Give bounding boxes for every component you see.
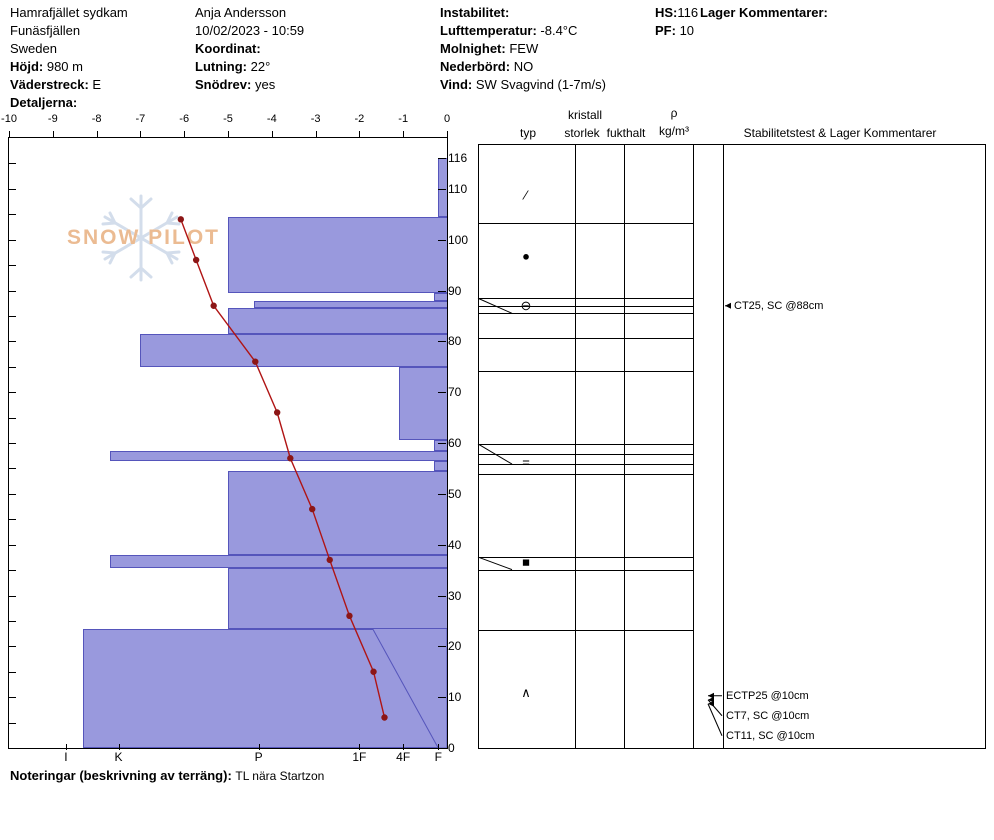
header-drifting-snow: Snödrev: yes <box>195 77 276 92</box>
temp-tick--3: -3 <box>310 113 321 125</box>
hardness-axis-bottom <box>8 750 448 770</box>
depth-label-90: 90 <box>448 283 462 298</box>
grain-symbol: ● <box>522 248 530 264</box>
header-wind: Vind: SW Svagvind (1-7m/s) <box>440 77 606 92</box>
header-column-location <box>10 4 195 112</box>
terrain-notes-value: TL nära Startzon <box>235 769 325 783</box>
depth-tick <box>438 392 446 393</box>
hardness-label-4F: 4F <box>396 750 411 764</box>
temp-tick--7: -7 <box>135 113 146 125</box>
temperature-point <box>309 506 315 512</box>
temperature-point <box>252 358 258 364</box>
header-datetime: 10/02/2023 - 10:59 <box>195 23 305 38</box>
hardness-tickmark <box>66 744 67 750</box>
depth-label-70: 70 <box>448 385 462 400</box>
stability-test-label: CT7, SC @10cm <box>726 709 810 722</box>
header-coordinates: Koordinat: <box>195 41 261 56</box>
hardness-tickmark <box>119 744 120 750</box>
header-cloud-cover: Molnighet: FEW <box>440 41 539 56</box>
stability-test-label: CT25, SC @88cm <box>734 299 824 312</box>
depth-tick <box>438 189 446 190</box>
header-column-layer-comments <box>700 4 990 22</box>
header-precipitation: Nederbörd: NO <box>440 59 534 74</box>
header-density-unit: kg/m³ <box>659 124 689 138</box>
temperature-point <box>178 216 184 222</box>
depth-label-20: 20 <box>448 639 462 654</box>
temperature-point <box>346 613 352 619</box>
temp-tick--6: -6 <box>179 113 190 125</box>
hardness-tickmark <box>359 744 360 750</box>
temperature-point <box>274 409 280 415</box>
temp-tick--2: -2 <box>354 113 365 125</box>
header-column-observer <box>195 4 435 94</box>
depth-label-30: 30 <box>448 588 462 603</box>
header-aspect: Väderstreck: E <box>10 77 102 92</box>
layer-connector <box>478 557 512 570</box>
header-column-weather <box>440 4 655 94</box>
stability-arrow-line <box>708 704 722 736</box>
layer-data-grid <box>478 144 986 749</box>
header-kristall: kristall <box>567 108 602 122</box>
terrain-notes-label: Noteringar (beskrivning av terräng): <box>10 768 232 783</box>
header-elevation: Höjd: 980 m <box>10 59 83 74</box>
terrain-notes <box>10 768 980 783</box>
layer-connector <box>478 444 512 464</box>
temperature-point <box>287 455 293 461</box>
temp-tick--1: -1 <box>398 113 409 125</box>
depth-tick <box>438 697 446 698</box>
grain-symbol: ⁄ <box>524 187 528 203</box>
hardness-tickmark <box>259 744 260 750</box>
header-region: Funäsfjällen <box>10 23 81 38</box>
header-column-snowdepth <box>655 4 700 40</box>
temperature-point <box>370 669 376 675</box>
header-typ: typ <box>519 126 536 140</box>
temp-tick--4: -4 <box>266 113 277 125</box>
hardness-label-P: P <box>254 750 263 764</box>
temperature-point <box>210 303 216 309</box>
hardness-tickmark <box>438 744 439 750</box>
temp-tick-0: 0 <box>443 113 451 125</box>
depth-label-110: 110 <box>448 181 468 196</box>
hardness-tickmark <box>403 744 404 750</box>
depth-label-116: 116 <box>448 151 468 166</box>
hardness-label-F: F <box>434 750 442 764</box>
header-density-symbol: ρ <box>670 106 678 120</box>
header-air-temp: Lufttemperatur: -8.4°C <box>440 23 578 38</box>
snow-profile-plot <box>8 137 448 749</box>
depth-label-100: 100 <box>448 232 469 247</box>
depth-tick <box>438 443 446 444</box>
temperature-profile-line <box>9 138 448 749</box>
depth-tick <box>438 240 446 241</box>
temperature-axis-top <box>1 113 451 137</box>
left-tick <box>9 748 16 749</box>
header-hs: HS:116 <box>655 5 699 20</box>
layer-connector <box>478 298 512 313</box>
header-layer-comments-title: Lager Kommentarer: <box>700 5 828 20</box>
header-slope-angle: Lutning: 22° <box>195 59 271 74</box>
depth-tick <box>438 341 446 342</box>
header-observer: Anja Andersson <box>195 5 287 20</box>
header-stability-tests: Stabilitetstest & Lager Kommentarer <box>743 126 937 140</box>
profile-header <box>0 0 994 110</box>
depth-tick <box>438 596 446 597</box>
temperature-polyline <box>181 219 385 717</box>
depth-label-60: 60 <box>448 436 462 450</box>
header-details: Detaljerna: <box>10 95 78 110</box>
hardness-label-I: I <box>64 750 68 764</box>
depth-tick <box>438 494 446 495</box>
grain-symbol: = <box>522 454 530 470</box>
grain-symbol: ■ <box>522 554 530 570</box>
temperature-point <box>327 557 333 563</box>
watermark-label: SNOW PILOT <box>67 226 220 249</box>
temp-tick--5: -5 <box>223 113 233 125</box>
stability-arrow-head <box>725 303 731 309</box>
temperature-point <box>381 714 387 720</box>
hardness-label-1F: 1F <box>352 750 367 764</box>
stability-test-label: ECTP25 @10cm <box>726 689 809 702</box>
depth-tick <box>438 158 446 159</box>
grain-symbol: ∧ <box>521 684 531 700</box>
grain-symbol: ⊖ <box>520 297 532 313</box>
header-pf: PF: 10 <box>655 23 695 38</box>
depth-label-40: 40 <box>448 537 462 552</box>
depth-label-50: 50 <box>448 486 462 501</box>
depth-tick <box>438 646 446 647</box>
depth-axis <box>424 137 469 755</box>
header-site-name: Hamrafjället sydkam <box>10 5 128 20</box>
header-storlek: storlek <box>564 126 600 140</box>
temp-tick--9: -9 <box>47 113 58 125</box>
header-fukthalt: fukthalt <box>606 126 646 140</box>
header-country: Sweden <box>10 41 57 56</box>
data-grid-headers <box>478 108 988 144</box>
depth-label-80: 80 <box>448 334 462 349</box>
temp-tick--8: -8 <box>91 113 102 125</box>
header-instability: Instabilitet: <box>440 5 510 20</box>
temp-tick--10: -10 <box>1 113 17 125</box>
depth-tick <box>438 545 446 546</box>
stability-test-label: CT11, SC @10cm <box>726 729 815 742</box>
temperature-point <box>193 257 199 263</box>
hardness-label-K: K <box>114 750 123 764</box>
stability-test-arrows <box>478 144 986 749</box>
depth-label-0: 0 <box>448 741 455 755</box>
depth-label-10: 10 <box>448 690 462 705</box>
depth-tick <box>438 291 446 292</box>
